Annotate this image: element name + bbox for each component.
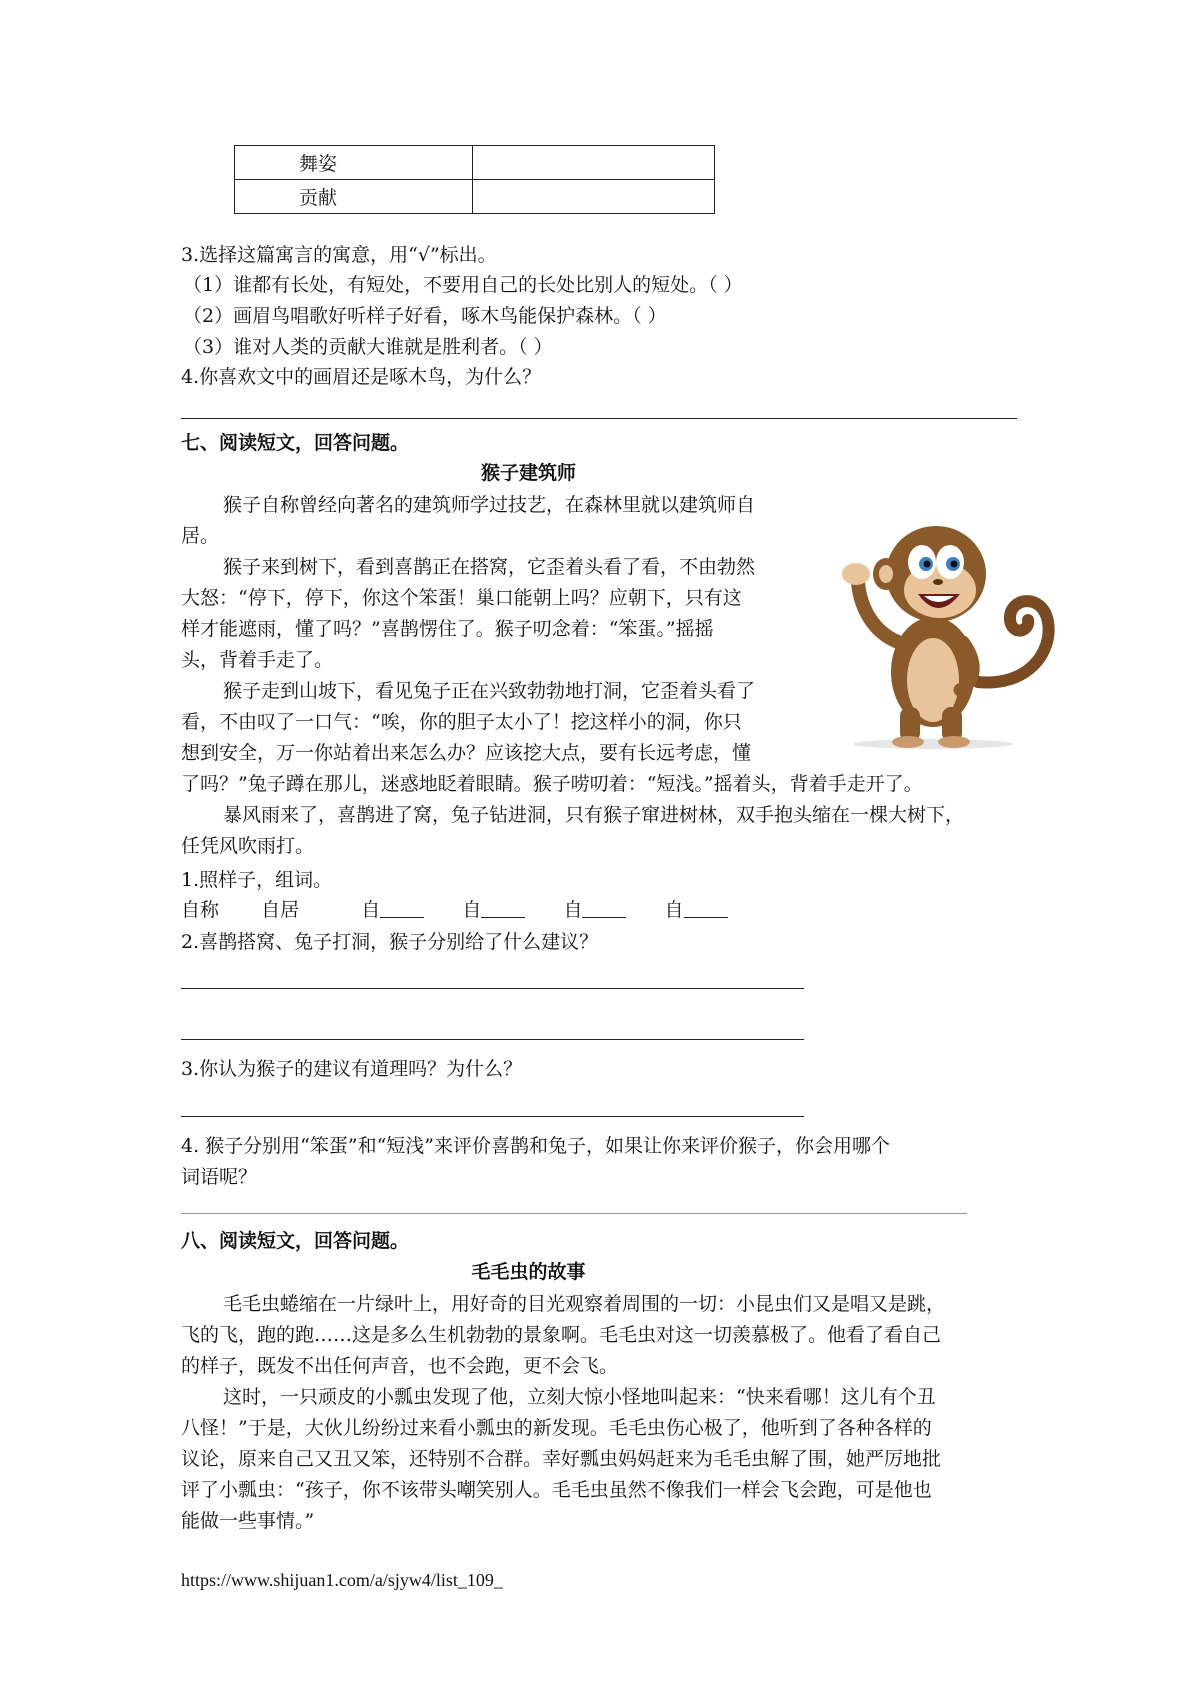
table-cell-label: 贡献: [235, 180, 473, 214]
passage-line: 任凭风吹雨打。: [181, 835, 315, 857]
passage-line: 毛毛虫蜷缩在一片绿叶上，用好奇的目光观察着周围的一切：小昆虫们又是唱又是跳，: [223, 1293, 946, 1315]
question-3-prompt: 3.你认为猴子的建议有道理吗？为什么？: [181, 1058, 523, 1080]
question-3-prompt: 3.选择这篇寓言的寓意，用“√”标出。: [181, 244, 497, 266]
passage-line: 猴子来到树下，看到喜鹊正在搭窝，它歪着头看了看，不由勃然: [223, 556, 756, 578]
passage-line: 的样子，既发不出任何声音，也不会跑，更不会飞。: [181, 1355, 619, 1377]
answer-line[interactable]: [181, 1116, 804, 1117]
table-cell-answer[interactable]: [473, 180, 715, 214]
question-3-option-3: （3）谁对人类的贡献大谁就是胜利者。（ ）: [183, 336, 553, 358]
passage-line: 飞的飞，跑的跑……这是多么生机勃勃的景象啊。毛毛虫对这一切羡慕极了。他看了看自己: [181, 1324, 942, 1346]
passage-line: 了吗？”兔子蹲在那儿，迷惑地眨着眼睛。猴子唠叨着：“短浅。”摇着头，背着手走开了。: [181, 773, 923, 795]
footer-url[interactable]: https://www.shijuan1.com/a/sjyw4/list_109_: [181, 1570, 503, 1590]
section-7-heading: 七、阅读短文，回答问题。: [181, 432, 410, 454]
passage-line: 想到安全，万一你站着出来怎么办？应该挖大点，要有长远考虑，懂: [181, 742, 752, 764]
passage-line: 居。: [181, 525, 220, 547]
question-4-prompt: 4. 猴子分别用“笨蛋”和“短浅”来评价喜鹊和兔子，如果让你来评价猴子，你会用哪个: [181, 1135, 891, 1157]
word-blank[interactable]: [684, 897, 728, 918]
word-prefix: 自: [361, 899, 381, 921]
word-prefix: 自: [563, 899, 583, 921]
example-word: 自称: [181, 899, 220, 921]
table-row: [235, 146, 715, 180]
passage-line: 大怒：“停下，停下，你这个笨蛋！巢口能朝上吗？应朝下，只有这: [181, 587, 742, 609]
answer-line[interactable]: [181, 988, 804, 989]
word-blank[interactable]: [380, 897, 424, 918]
passage-line: 八怪！”于是，大伙儿纷纷过来看小瓢虫的新发现。毛毛虫伤心极了，他听到了各种各样的: [181, 1417, 932, 1439]
passage-line: 猴子走到山坡下，看见兔子正在兴致勃勃地打洞，它歪着头看了: [223, 680, 756, 702]
word-blank[interactable]: [582, 897, 626, 918]
question-2-prompt: 2.喜鹊搭窝、兔子打洞，猴子分别给了什么建议？: [181, 931, 599, 953]
passage-paragraph: [181, 1289, 945, 1537]
passage-line: 议论，原来自己又丑又笨，还特别不合群。幸好瓢虫妈妈赶来为毛毛虫解了围，她严厉地批: [181, 1448, 942, 1470]
passage-line: 看，不由叹了一口气：“唉，你的胆子太小了！挖这样小的洞，你只: [181, 711, 742, 733]
passage-line: 能做一些事情。”: [181, 1510, 315, 1532]
section-8-heading: 八、阅读短文，回答问题。: [181, 1230, 410, 1252]
passage-line: 猴子自称曾经向著名的建筑师学过技艺，在森林里就以建筑师自: [223, 494, 756, 516]
section-8-title: 毛毛虫的故事: [471, 1261, 586, 1283]
passage-line: 这时，一只顽皮的小瓢虫发现了他，立刻大惊小怪地叫起来：“快来看哪！这儿有个丑: [223, 1386, 936, 1408]
answer-line[interactable]: [181, 1213, 967, 1214]
attribute-table: [234, 145, 715, 214]
question-4-prompt-cont: 词语呢？: [181, 1166, 258, 1188]
question-3-option-1: （1）谁都有长处，有短处，不要用自己的长处比别人的短处。（ ）: [183, 274, 743, 296]
section-7-title: 猴子建筑师: [480, 462, 576, 484]
question-1-prompt: 1.照样子，组词。: [181, 869, 333, 891]
answer-line[interactable]: [181, 1039, 804, 1040]
word-formation-row: [181, 895, 728, 926]
monkey-illustration: [838, 512, 1073, 752]
table-row: [235, 180, 715, 214]
example-word: 自居: [261, 899, 300, 921]
passage-line: 样才能遮雨，懂了吗？”喜鹊愣住了。猴子叨念着：“笨蛋。”摇摇: [181, 618, 714, 640]
question-4-prompt: 4.你喜欢文中的画眉还是啄木鸟，为什么？: [181, 366, 542, 388]
passage-paragraph: [181, 490, 965, 862]
table-cell-answer[interactable]: [473, 146, 715, 180]
question-3-option-2: （2）画眉鸟唱歌好听样子好看，啄木鸟能保护森林。（ ）: [183, 305, 667, 327]
passage-line: 暴风雨来了，喜鹊进了窝，兔子钻进洞，只有猴子窜进树林，双手抱头缩在一棵大树下，: [223, 804, 965, 826]
word-prefix: 自: [664, 899, 684, 921]
table-cell-label: 舞姿: [235, 146, 473, 180]
passage-line: 评了小瓢虫：“孩子，你不该带头嘲笑别人。毛毛虫虽然不像我们一样会飞会跑，可是他也: [181, 1479, 932, 1501]
answer-line[interactable]: [181, 418, 1017, 419]
word-prefix: 自: [462, 899, 482, 921]
word-blank[interactable]: [481, 897, 525, 918]
passage-line: 头，背着手走了。: [181, 649, 334, 671]
